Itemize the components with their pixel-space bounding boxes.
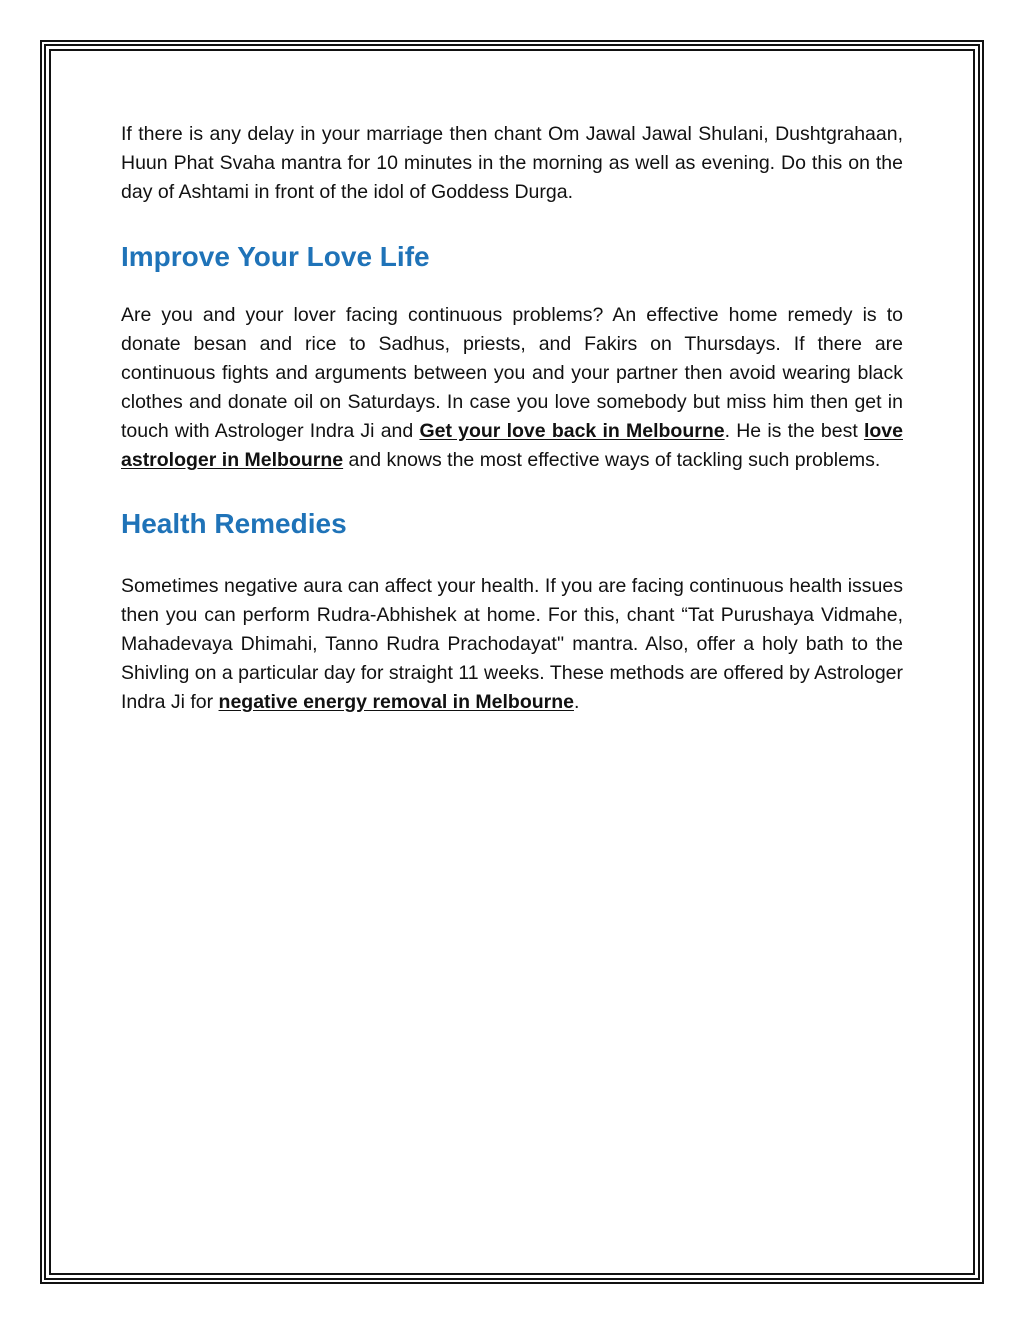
- get-love-back-link[interactable]: Get your love back in Melbourne: [419, 420, 725, 442]
- love-text-2: . He is the best: [724, 420, 864, 442]
- health-remedies-paragraph: [121, 572, 903, 717]
- health-text-2: .: [573, 691, 580, 713]
- health-text-1: Sometimes negative aura can affect your health. If you are facing continuous health issues then you can perform Rudra-Abhishek at home. For this, chant “Tat Purushaya Vidmahe, Mahadevaya Dhimahi, Tanno Rudra Prachodayat'' mantra. Also, offer a holy bath to the Shivling on a particular day for straight 11 weeks. These methods are offered by Astrologer Indra Ji for: [121, 575, 903, 713]
- health-remedies-heading: Health Remedies: [121, 508, 347, 539]
- love-astrologer-link[interactable]: love astrologer in Melbourne: [121, 420, 903, 471]
- love-text-1: Are you and your lover facing continuous problems? An effective home remedy is to donate besan and rice to Sadhus, priests, and Fakirs on Thursdays. If there are continuous fights and arguments between you and your partner then avoid wearing black clothes and donate oil on Saturdays. In case you love somebody but miss him then get in touch with Astrologer Indra Ji and: [121, 304, 903, 442]
- negative-energy-removal-link[interactable]: negative energy removal in Melbourne: [218, 691, 574, 713]
- love-text-3: and knows the most effective ways of tackling such problems.: [343, 449, 881, 471]
- love-life-paragraph: [121, 301, 903, 475]
- love-life-heading: Improve Your Love Life: [121, 241, 430, 272]
- intro-paragraph: If there is any delay in your marriage then chant Om Jawal Jawal Shulani, Dushtgrahaan, Huun Phat Svaha mantra for 10 minutes in the morning as well as evening. Do this on the day of Ashtami in front of the idol of Goddess Durga.: [121, 123, 903, 203]
- document-body: [121, 120, 903, 717]
